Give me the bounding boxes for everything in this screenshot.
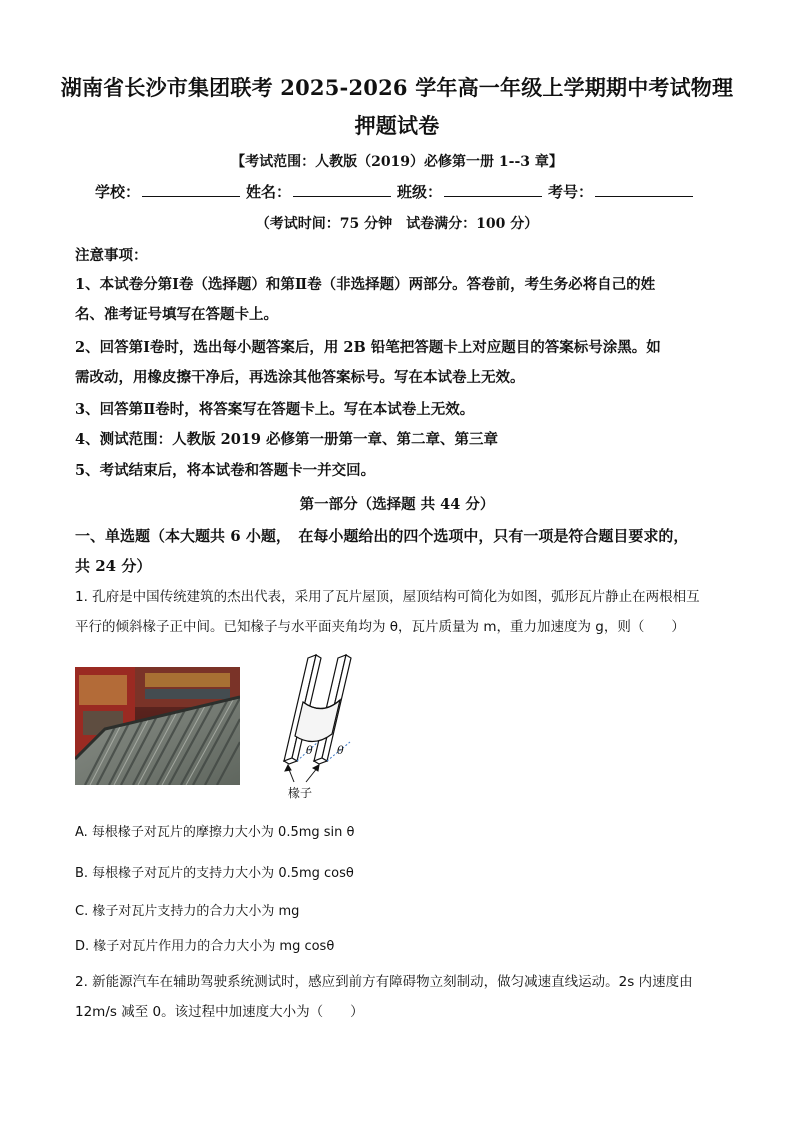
- q2-stem: [75, 967, 725, 1027]
- q1-option-b[interactable]: B. 每根椽子对瓦片的支持力大小为 0.5mg cosθ: [75, 866, 354, 881]
- q1-stem-line1: 1. 孔府是中国传统建筑的杰出代表，采用了瓦片屋顶，屋顶结构可简化为如图，弧形瓦片静止在两根相互: [75, 589, 700, 605]
- rafter-label: 椽子: [288, 786, 313, 800]
- note-line: 需改动，用橡皮擦干净后，再选涂其他答案标号。写在本试卷上无效。: [75, 369, 525, 386]
- school-label: 学校：: [94, 183, 140, 201]
- part1-heading: 第一部分（选择题 共 44 分）: [299, 496, 495, 513]
- exam-title-line1: 湖南省长沙市集团联考 2025-2026 学年高一年级上学期期中考试物理: [60, 75, 734, 100]
- note-line: 1、本试卷分第Ⅰ卷（选择题）和第Ⅱ卷（非选择题）两部分。答卷前，考生务必将自己的姓: [75, 276, 656, 293]
- rafter-diagram: [272, 650, 372, 800]
- q1-stem: [75, 582, 725, 642]
- q1-option-d[interactable]: D. 椽子对瓦片作用力的合力大小为 mg cosθ: [75, 939, 335, 954]
- note-line: 名、准考证号填写在答题卡上。: [75, 306, 278, 323]
- theta-label-left: θ: [306, 744, 313, 757]
- q1-option-a[interactable]: A. 每根椽子对瓦片的摩擦力大小为 0.5mg sin θ: [75, 825, 355, 840]
- theta-label-right: θ: [337, 744, 344, 757]
- q2-stem-line2: 12m/s 减至 0。该过程中加速度大小为（ ）: [75, 1004, 364, 1020]
- note-line: 2、回答第Ⅰ卷时，选出每小题答案后，用 2B 铅笔把答题卡上对应题目的答案标号涂黑。如: [75, 339, 661, 356]
- note-line: 4、测试范围：人教版 2019 必修第一册第一章、第二章、第三章: [75, 431, 499, 448]
- exam-number-label: 考号：: [548, 183, 594, 201]
- section-heading-line1: 一、单选题（本大题共 6 小题， 在每小题给出的四个选项中，只有一项是符合题目要求的，: [75, 527, 689, 545]
- exam-title-line2: 押题试卷: [354, 113, 440, 138]
- class-label: 班级：: [397, 183, 443, 201]
- q2-stem-line1: 2. 新能源汽车在辅助驾驶系统测试时，感应到前方有障碍物立刻制动，做匀减速直线运动。2s 内速度由: [75, 974, 693, 990]
- section-heading-line2: 共 24 分）: [75, 557, 152, 575]
- q1-stem-line2: 平行的倾斜椽子正中间。已知椽子与水平面夹角均为 θ，瓦片质量为 m，重力加速度为 g，则（ ）: [75, 619, 685, 635]
- name-label: 姓名：: [245, 183, 291, 201]
- exam-time-info: （考试时间：75 分钟 试卷满分：100 分）: [255, 216, 539, 232]
- q1-option-c[interactable]: C. 椽子对瓦片支持力的合力大小为 mg: [75, 904, 300, 919]
- exam-number-blank[interactable]: [595, 181, 693, 197]
- class-blank[interactable]: [444, 181, 542, 197]
- student-info-row: [0, 181, 794, 202]
- notes-heading: 注意事项：: [75, 247, 148, 264]
- note-line: 5、考试结束后，将本试卷和答题卡一并交回。: [75, 462, 376, 479]
- exam-scope: 【考试范围：人教版（2019）必修第一册 1--3 章】: [231, 154, 563, 170]
- roof-photo: [75, 667, 240, 785]
- note-line: 3、回答第Ⅱ卷时，将答案写在答题卡上。写在本试卷上无效。: [75, 401, 475, 418]
- school-blank[interactable]: [142, 181, 240, 197]
- section-heading: [75, 521, 725, 581]
- name-blank[interactable]: [293, 181, 391, 197]
